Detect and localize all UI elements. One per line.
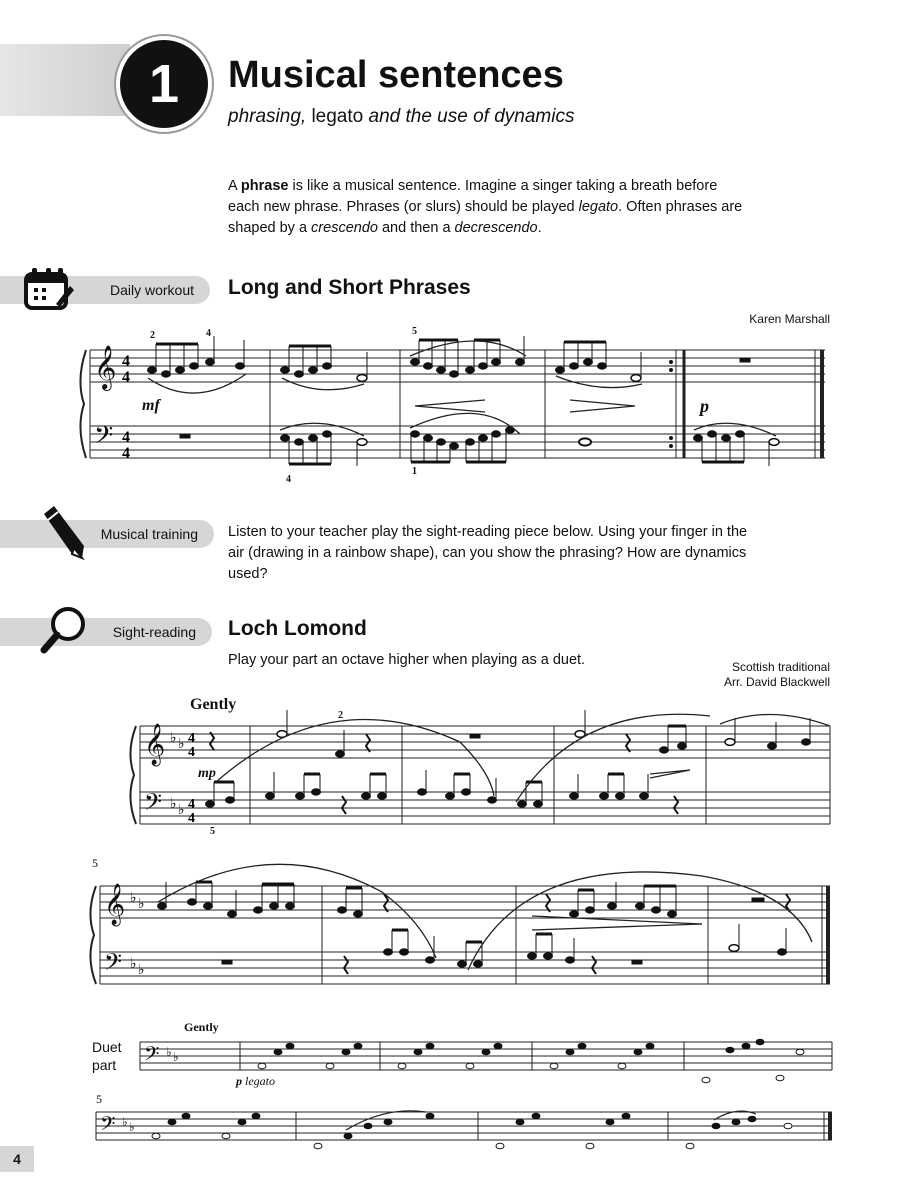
intro-paragraph <box>228 176 748 239</box>
daily-workout-composer: Karen Marshall <box>749 312 830 326</box>
fingering: 1 <box>412 466 417 477</box>
musical-training-label: Musical training <box>100 526 198 542</box>
duet-staff-2 <box>96 1100 840 1156</box>
sight-reading-credit <box>724 660 830 690</box>
sight-reading-label: Sight-reading <box>112 624 196 640</box>
daily-workout-title: Long and Short Phrases <box>228 276 471 299</box>
svg-text:4: 4 <box>188 731 195 746</box>
svg-text:♭: ♭ <box>130 956 137 972</box>
dynamic-mp: mp <box>198 766 216 781</box>
svg-text:𝄢: 𝄢 <box>100 1112 116 1140</box>
chapter-number-badge <box>116 36 212 132</box>
svg-text:4: 4 <box>122 369 130 386</box>
duet-tempo-marking: Gently <box>184 1020 219 1034</box>
svg-text:4: 4 <box>122 429 130 446</box>
sight-reading-title: Loch Lomond <box>228 617 367 640</box>
duet-dynamic-legato: legato <box>245 1074 275 1088</box>
chapter-number: 1 <box>148 54 180 114</box>
musical-training-tab <box>0 520 214 548</box>
intro-text: A <box>228 178 241 194</box>
intro-bold: phrase <box>240 178 289 194</box>
svg-text:𝄢: 𝄢 <box>144 788 163 821</box>
loch-lomond-system-1 <box>130 712 840 842</box>
duet-dynamic-p: p <box>236 1074 242 1088</box>
page-title: Musical sentences <box>228 54 564 96</box>
daily-workout-label: Daily workout <box>109 282 194 298</box>
fingering: 5 <box>210 826 215 837</box>
page-number: 4 <box>0 1146 34 1172</box>
intro-text: . Often phrases are shaped by a <box>228 199 743 236</box>
svg-text:𝄞: 𝄞 <box>94 345 117 389</box>
svg-text:4: 4 <box>188 811 195 826</box>
svg-text:♭: ♭ <box>166 1045 172 1059</box>
tempo-marking: Gently <box>190 696 237 713</box>
svg-text:♭: ♭ <box>138 962 145 978</box>
measure-number: 5 <box>92 856 98 870</box>
subtitle-part-3: and the use of dynamics <box>368 106 575 127</box>
svg-text:♭: ♭ <box>178 736 185 752</box>
duet-label <box>92 1038 122 1074</box>
svg-text:♭: ♭ <box>129 1120 135 1134</box>
dynamic-mf: mf <box>142 397 160 414</box>
svg-text:♭: ♭ <box>122 1115 128 1129</box>
svg-text:♭: ♭ <box>173 1050 179 1064</box>
fingering: 2 <box>338 710 343 721</box>
svg-text:♭: ♭ <box>130 890 137 906</box>
sight-reading-instruction: Play your part an octave higher when playing as a duet. <box>228 652 586 668</box>
subtitle-part-2: legato <box>306 106 369 127</box>
intro-text: and then a <box>377 220 455 236</box>
intro-text: . <box>537 220 542 236</box>
page-subtitle <box>228 106 574 128</box>
svg-text:4: 4 <box>122 353 130 370</box>
duet-label-line-1: Duet <box>92 1039 122 1055</box>
pencil-icon <box>38 504 88 560</box>
svg-text:♭: ♭ <box>138 896 145 912</box>
svg-text:4: 4 <box>188 797 195 812</box>
calendar-icon <box>22 266 76 312</box>
svg-text:4: 4 <box>122 445 130 462</box>
svg-text:𝄢: 𝄢 <box>144 1042 160 1070</box>
svg-text:♭: ♭ <box>170 730 177 746</box>
musical-training-text: Listen to your teacher play the sight-reading piece below. Using your finger in the air (drawing in a rainbow shape), can you show the phrasing? How are dynamics used? <box>228 524 748 582</box>
intro-text: is like a musical sentence. Imagine a singer taking a breath before each new phrase. Phrases (or slurs) should be played <box>228 178 718 215</box>
svg-text:♭: ♭ <box>178 802 185 818</box>
intro-italic: legato <box>578 199 619 215</box>
fingering: 5 <box>412 326 417 337</box>
header-band <box>0 44 130 116</box>
loch-lomond-system-2 <box>92 872 840 1002</box>
credit-line-1: Scottish traditional <box>731 660 830 674</box>
sight-reading-tab <box>0 618 212 646</box>
fingering: 4 <box>206 328 211 339</box>
duet-label-line-2: part <box>92 1057 117 1073</box>
magnifier-icon <box>40 604 90 654</box>
svg-text:𝄞: 𝄞 <box>104 884 126 925</box>
duet-staff-1 <box>140 1030 840 1086</box>
dynamic-p: p <box>700 396 709 416</box>
daily-workout-score <box>80 330 840 480</box>
fingering: 2 <box>150 330 155 341</box>
svg-text:𝄢: 𝄢 <box>104 948 123 981</box>
svg-text:𝄢: 𝄢 <box>94 421 114 456</box>
fingering: 4 <box>286 474 291 485</box>
subtitle-part-1: phrasing, <box>228 106 307 127</box>
credit-line-2: Arr. David Blackwell <box>723 675 830 689</box>
intro-italic: crescendo <box>311 220 378 236</box>
svg-text:4: 4 <box>188 745 195 760</box>
svg-text:♭: ♭ <box>170 796 177 812</box>
svg-text:𝄞: 𝄞 <box>144 724 166 765</box>
intro-italic: decrescendo <box>454 220 538 236</box>
duet-measure-number: 5 <box>96 1092 102 1106</box>
